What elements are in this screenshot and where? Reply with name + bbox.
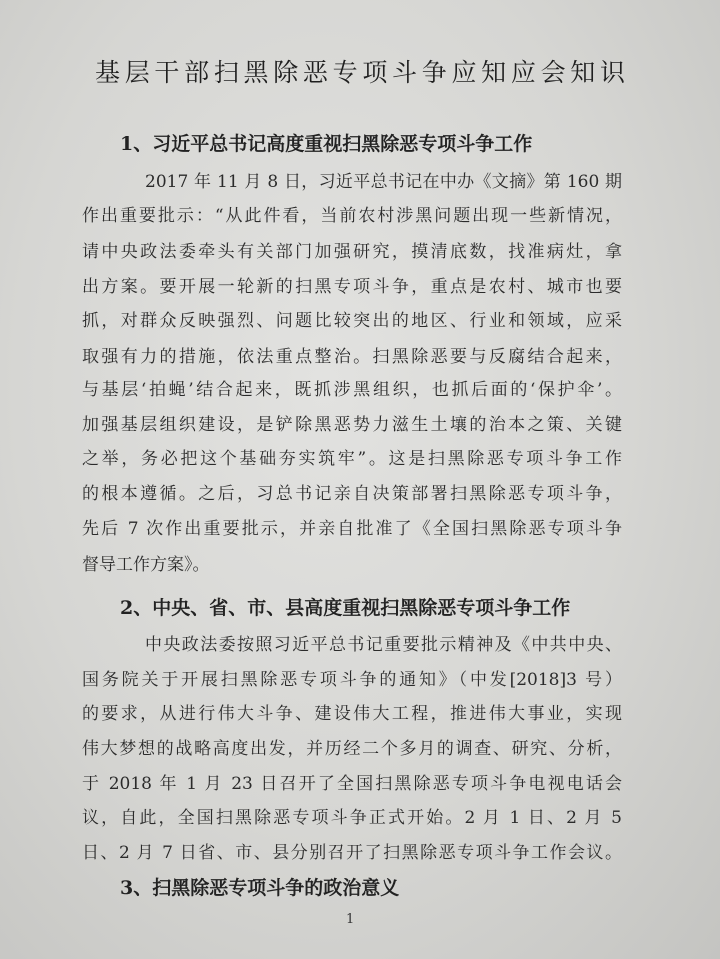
paragraph-line: 日、2 月 7 日省、市、县分别召开了扫黑除恶专项斗争工作会议。 xyxy=(82,843,622,863)
paragraph-line: 国务院关于开展扫黑除恶专项斗争的通知》（中发[2018]3 号） xyxy=(82,670,622,690)
paragraph-line: 中央政法委按照习近平总书记重要批示精神及《中共中央、 xyxy=(145,635,622,655)
paragraph-line: 的要求，从进行伟大斗争、建设伟大工程，推进伟大事业，实现 xyxy=(82,704,622,724)
document-title: 基层干部扫黑除恶专项斗争应知应会知识 xyxy=(95,58,625,87)
paragraph-line: 请中央政法委牵头有关部门加强研究，摸清底数，找准病灶，拿 xyxy=(82,242,622,262)
section-3-heading: 3、扫黑除恶专项斗争的政治意义 xyxy=(120,877,400,899)
page-number: 1 xyxy=(346,912,355,927)
paragraph-line: 2017 年 11 月 8 日，习近平总书记在中办《文摘》第 160 期 xyxy=(145,172,622,192)
paragraph-line: 与基层‘拍蝇’结合起来，既抓涉黑组织，也抓后面的‘保护伞’。 xyxy=(82,380,622,400)
paragraph-line: 出方案。要开展一轮新的扫黑专项斗争，重点是农村、城市也要 xyxy=(82,277,622,297)
paragraph-line: 先后 7 次作出重要批示，并亲自批准了《全国扫黑除恶专项斗争 xyxy=(82,519,622,539)
paragraph-line: 抓，对群众反映强烈、问题比较突出的地区、行业和领域，应采 xyxy=(82,311,622,331)
section-1-heading: 1、习近平总书记高度重视扫黑除恶专项斗争工作 xyxy=(120,133,533,155)
paragraph-line: 的根本遵循。之后，习总书记亲自决策部署扫黑除恶专项斗争， xyxy=(82,484,622,504)
paragraph-line: 之举，务必把这个基础夯实筑牢”。这是扫黑除恶专项斗争工作 xyxy=(82,449,622,469)
paragraph-line: 于 2018 年 1 月 23 日召开了全国扫黑除恶专项斗争电视电话会 xyxy=(82,774,622,794)
paragraph-line: 作出重要批示：“从此件看，当前农村涉黑问题出现一些新情况， xyxy=(82,206,622,226)
paragraph-line: 伟大梦想的战略高度出发，并历经二个多月的调查、研究、分析， xyxy=(82,739,622,759)
paragraph-line: 取强有力的措施，依法重点整治。扫黑除恶要与反腐结合起来， xyxy=(82,347,622,367)
section-2-heading: 2、中央、省、市、县高度重视扫黑除恶专项斗争工作 xyxy=(120,597,571,619)
paragraph-line: 督导工作方案》。 xyxy=(82,555,210,575)
paragraph-line: 加强基层组织建设，是铲除黑恶势力滋生土壤的治本之策、关键 xyxy=(82,415,622,435)
paragraph-line: 议，自此，全国扫黑除恶专项斗争正式开始。2 月 1 日、2 月 5 xyxy=(82,808,622,828)
